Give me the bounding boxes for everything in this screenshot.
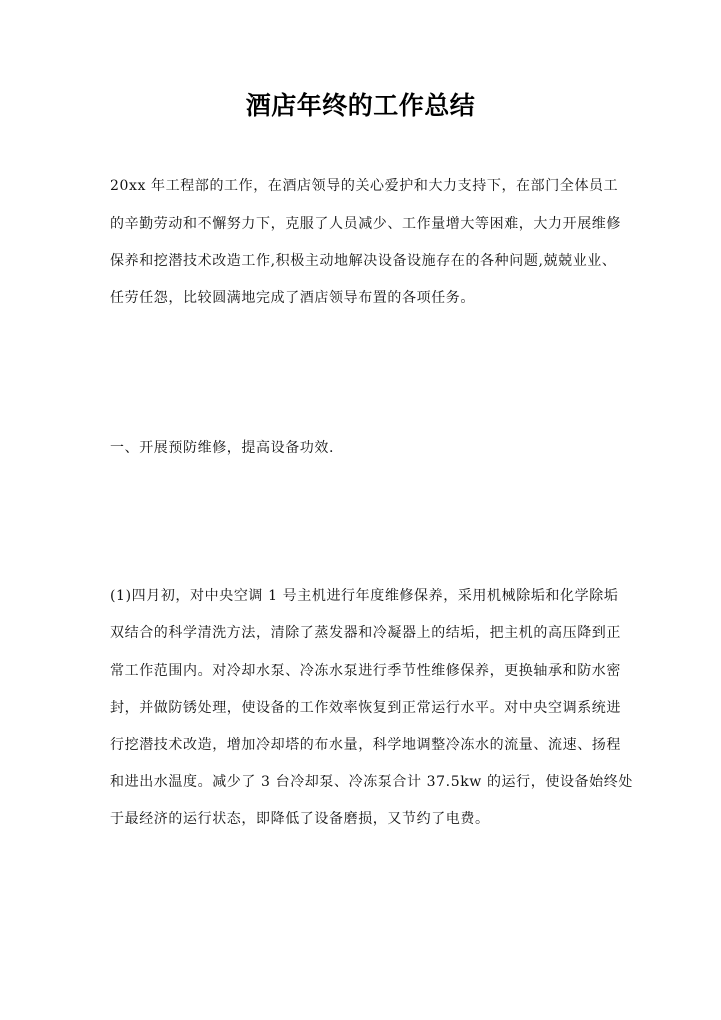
- paragraph-3-line-5: 行挖潜技术改造，增加冷却塔的布水量，科学地调整冷冻水的流量、流速、扬程: [110, 737, 621, 753]
- paragraph-3-line-3: 常工作范围内。对冷却水泵、冷冻水泵进行季节性维修保养，更换轴承和防水密: [110, 663, 621, 679]
- paragraph-3-line-1: (1)四月初，对中央空调 1 号主机进行年度维修保养，采用机械除垢和化学除垢: [110, 588, 619, 604]
- paragraph-3-line-2: 双结合的科学清洗方法，清除了蒸发器和冷凝器上的结垢，把主机的高压降到正: [110, 625, 621, 641]
- paragraph-3-line-4: 封，并做防锈处理，使设备的工作效率恢复到正常运行水平。对中央空调系统进: [110, 700, 621, 716]
- paragraph-1-line-1: 20xx 年工程部的工作，在酒店领导的关心爱护和大力支持下，在部门全体员工: [110, 178, 619, 194]
- paragraph-1-line-2: 的辛勤劳动和不懈努力下，克服了人员减少、工作量增大等困难，大力开展维修: [110, 216, 621, 232]
- paragraph-3-line-6: 和进出水温度。减少了 3 台冷却泵、冷冻泵合计 37.5kw 的运行，使设备始终处: [110, 774, 633, 790]
- section-heading-1: 一、开展预防维修，提高设备功效.: [110, 440, 335, 456]
- paragraph-3-line-7: 于最经济的运行状态，即降低了设备磨损，又节约了电费。: [110, 811, 490, 827]
- document-title: 酒店年终的工作总结: [245, 91, 476, 120]
- paragraph-1-line-3: 保养和挖潜技术改造工作,积极主动地解决设备设施存在的各种问题,兢兢业业、: [110, 253, 617, 269]
- paragraph-1-line-4: 任劳任怨，比较圆满地完成了酒店领导布置的各项任务。: [110, 290, 475, 306]
